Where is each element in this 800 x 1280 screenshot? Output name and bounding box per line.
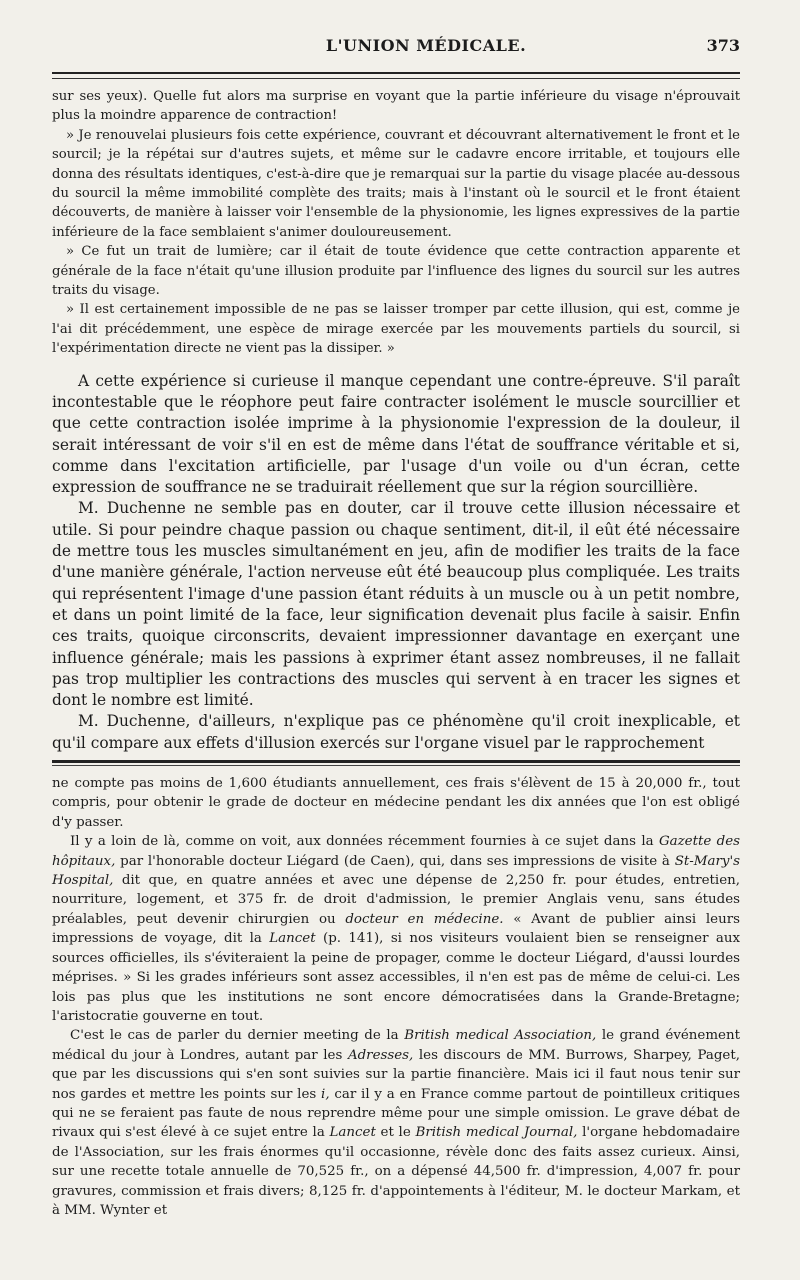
footnote-paragraph: ne compte pas moins de 1,600 étudiants annuellement, ces frais s'élèvent de 15 à 20,000 fr., tout compris, pour obtenir le grade de docteur en médecine pendant les dix années que l'on est obligé d'y passer.: [52, 776, 740, 830]
quote-paragraph: » Il est certainement impossible de ne pas se laisser tromper par cette illusion, qui est, comme je l'ai dit précédemment, une espèce de mirage exercée par les mouvements partiels du sourcil, si l'expérimentation directe ne vient pas la dissiper. »: [52, 302, 740, 357]
quote-paragraph: » Je renouvelai plusieurs fois cette expérience, couvrant et découvrant alternativement le front et le sourcil; je la répétai sur d'autres sujets, et même sur le cadavre encore irritable, et toujours elle donna des résultats identiques, c'est-à-dire que je remarquai sur la partie du visage placée au-dessous du sourcil la même immobilité complète des traits; mais à l'instant où le sourcil et le front étaient découverts, de manière à laisser voir l'ensemble de la physionomie, les lignes expressives de la partie inférieure de la face semblaient s'animer douloureusement.: [52, 127, 740, 240]
page-number: 373: [706, 36, 740, 55]
main-text: [52, 371, 740, 754]
journal-page: [52, 36, 740, 1220]
quote-paragraph: sur ses yeux). Quelle fut alors ma surprise en voyant que la partie inférieure du visage n'éprouvait plus la moindre apparence de contraction!: [52, 89, 740, 124]
journal-title: L'UNION MÉDICALE.: [325, 36, 527, 55]
body-paragraph: A cette expérience si curieuse il manque cependant une contre-épreuve. S'il paraît incontestable que le réophore peut faire contracter isolément le muscle sourcillier et que cette contraction isolée imprime à la physionomie l'expression de la douleur, il serait intéressant de voir s'il en est de même dans l'état de souffrance véritable et si, comme dans l'excitation artificielle, par l'usage d'un voile ou d'un écran, cette expression de souffrance ne se traduirait réellement que sur la région sourcillière.: [52, 371, 740, 497]
footnote-separator: [52, 760, 740, 766]
footnote-paragraph: C'est le cas de parler du dernier meeting de la British medical Association, le grand événement médical du jour à Londres, autant par les Adresses, les discours de MM. Burrows, Sharpey, Paget, que par les discussions qui s'en sont suivies sur la partie financière. Mais ici il faut nous tenir sur nos gardes et mettre les points sur les i, car il y a en France comme partout de pointilleux critiques qui ne se feraient pas faute de nous reprendre même pour une simple omission. Le grave débat de rivaux qui s'est élevé à ce sujet entre la Lancet et le British medical Journal, l'organe hebdomadaire de l'Association, sur les frais énormes qu'il occasionne, révèle donc des faits assez curieux. Ainsi, sur une recette totale annuelle de 70,525 fr., on a dépensé 44,500 fr. d'impression, 4,007 fr. pour gravures, commission et frais divers; 8,125 fr. d'appointements à l'éditeur, M. le docteur Markam, et à MM. Wynter et: [52, 1028, 740, 1218]
footnote-paragraph: Il y a loin de là, comme on voit, aux données récemment fournies à ce sujet dans la Gazette des hôpitaux, par l'honorable docteur Liégard (de Caen), qui, dans ses impressions de visite à St-Mary's Hospital, dit que, en quatre années et avec une dépense de 2,250 fr. pour études, entretien, nourriture, logement, et 375 fr. de droit d'admission, le premier Anglais venu, sans études préalables, peut devenir chirurgien ou docteur en médecine. « Avant de publier ainsi leurs impressions de voyage, dit la Lancet (p. 141), si nos visiteurs voulaient bien se renseigner aux sources officielles, ils s'éviteraient la peine de propager, comme le docteur Liégard, d'aussi lourdes méprises. » Si les grades inférieurs sont assez accessibles, il n'en est pas de même de celui-ci. Les lois pas plus que les institutions ne sont encore démocratisées dans la Grande-Bretagne; l'aristocratie gouverne en tout.: [52, 834, 741, 1024]
quoted-passage: [52, 87, 740, 359]
header-rule-thin: [52, 78, 740, 79]
quote-paragraph: » Ce fut un trait de lumière; car il était de toute évidence que cette contraction apparente et générale de la face n'était qu'une illusion produite par l'influence des lignes du sourcil sur les autres traits du visage.: [52, 244, 740, 299]
body-paragraph: M. Duchenne, d'ailleurs, n'explique pas ce phénomène qu'il croit inexplicable, et qu'il compare aux effets d'illusion exercés sur l'organe visuel par le rapprochement: [52, 712, 740, 752]
body-paragraph: M. Duchenne ne semble pas en douter, car il trouve cette illusion nécessaire et utile. Si pour peindre chaque passion ou chaque sentiment, dit-il, il eût été nécessaire de mettre tous les muscles simultanément en jeu, afin de modifier les traits de la face d'une manière générale, l'action nerveuse eût été beaucoup plus compliquée. Les traits qui représentent l'image d'une passion étant réduits à un muscle ou à un petit nombre, et dans un point limité de la face, leur signification devenait plus facile à saisir. Enfin ces traits, quoique circonscrits, devaient impressionner davantage en exerçant une influence générale; mais les passions à exprimer étant assez nombreuses, il ne fallait pas trop multiplier les contractions des muscles qui servent à en tracer les signes et dont le nombre est limité.: [52, 499, 740, 710]
header-rule: [52, 72, 740, 74]
feuilleton-footnote: [52, 774, 740, 1220]
running-header: [52, 36, 740, 66]
